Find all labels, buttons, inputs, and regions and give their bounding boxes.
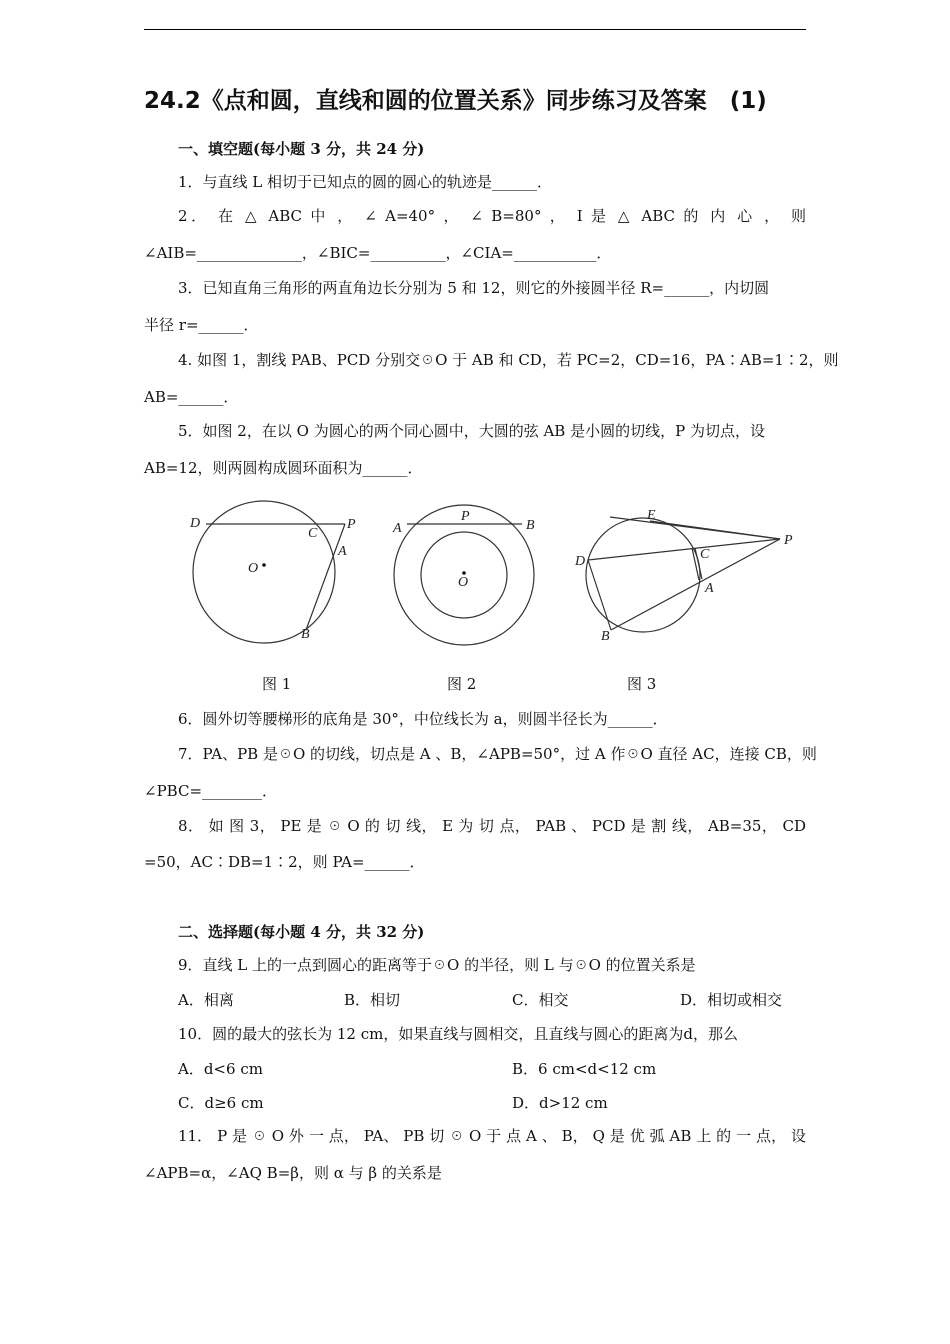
question-6: 6．圆外切等腰梯形的底角是 30°，中位线长为 a，则圆半径长为______． <box>178 710 668 728</box>
fig2-label-o: O <box>458 575 469 590</box>
question-3-line-1: 3．已知直角三角形的两直角边长分别为 5 和 12，则它的外接圆半径 R=______，内切圆 <box>178 279 770 297</box>
figure-3-diagram <box>586 517 780 632</box>
section-heading-fill-in: 一、填空题(每小题 3 分，共 24 分) <box>178 140 425 158</box>
question-2-line-2: ∠AIB=______________，∠BIC=__________，∠CIA=___________． <box>144 244 612 262</box>
q9-option-c: C．相交 <box>512 991 569 1009</box>
fig2-label-p: P <box>461 509 470 524</box>
question-4-line-1: 4. 如图 1，割线 PAB、PCD 分别交☉O 于 AB 和 CD，若 PC=2，CD=16，PA∶AB=1∶2，则 <box>178 351 839 369</box>
fig3-label-b: B <box>601 629 610 644</box>
figure-3-caption: 图 3 <box>627 675 657 693</box>
header-rule <box>144 29 806 30</box>
fig3-label-e: E <box>647 508 656 523</box>
q10-option-b: B．6 cm<d<12 cm <box>512 1060 657 1078</box>
question-3-line-2: 半径 r=______． <box>144 316 259 334</box>
q9-option-a: A．相离 <box>178 991 234 1009</box>
page-title: 24.2《点和圆，直线和圆的位置关系》同步练习及答案 (1) <box>144 88 767 114</box>
fig3-label-d: D <box>575 554 586 569</box>
fig1-label-c: C <box>308 526 318 541</box>
fig1-label-o: O <box>248 561 259 576</box>
question-7-line-2: ∠PBC=________． <box>144 782 278 800</box>
fig3-label-c: C <box>700 547 710 562</box>
question-11-line-1: 11． P 是 ☉ O 外 一 点， PA、 PB 切 ☉ O 于 点 A 、 B， Q 是 优 弧 AB 上 的 一 点， 设 <box>178 1127 806 1145</box>
figure-2-caption: 图 2 <box>447 675 477 693</box>
fig3-label-a: A <box>705 581 714 596</box>
fig1-label-b: B <box>301 627 310 642</box>
question-1: 1．与直线 L 相切于已知点的圆的圆心的轨迹是______． <box>178 173 553 191</box>
section-heading-choice: 二、选择题(每小题 4 分，共 32 分) <box>178 923 425 941</box>
q9-option-d: D．相切或相交 <box>680 991 783 1009</box>
question-2-line-1: 2． 在 △ ABC 中 ， ∠ A=40° ， ∠ B=80° ， I 是 △ ABC 的 内 心 ， 则 <box>178 207 806 225</box>
question-4-line-2: AB=______． <box>144 388 239 406</box>
question-9: 9．直线 L 上的一点到圆心的距离等于☉O 的半径，则 L 与☉O 的位置关系是 <box>178 956 696 974</box>
fig1-label-d: D <box>190 516 201 531</box>
question-10: 10．圆的最大的弦长为 12 cm，如果直线与圆相交，且直线与圆心的距离为d，那么 <box>178 1025 738 1043</box>
fig3-label-p: P <box>784 533 793 548</box>
question-5-line-1: 5．如图 2，在以 O 为圆心的两个同心圆中，大圆的弦 AB 是小圆的切线，P 为切点，设 <box>178 422 765 440</box>
fig1-label-p: P <box>347 517 356 532</box>
q10-option-a: A．d<6 cm <box>178 1060 263 1078</box>
question-5-line-2: AB=12，则两圆构成圆环面积为______． <box>144 459 423 477</box>
fig1-label-a: A <box>338 544 347 559</box>
fig2-label-b: B <box>526 518 535 533</box>
figure-1-caption: 图 1 <box>262 675 292 693</box>
question-7-line-1: 7．PA、PB 是☉O 的切线，切点是 A 、B，∠APB=50°，过 A 作☉O 直径 AC，连接 CB，则 <box>178 745 817 763</box>
q10-option-d: D．d>12 cm <box>512 1094 608 1112</box>
q10-option-c: C．d≥6 cm <box>178 1094 264 1112</box>
question-8-line-2: =50，AC∶DB=1∶2，则 PA=______． <box>144 853 425 871</box>
question-11-line-2: ∠APB=α，∠AQ B=β，则 α 与 β 的关系是 <box>144 1164 442 1182</box>
figure-1-diagram <box>193 501 345 643</box>
fig2-label-a: A <box>393 521 402 536</box>
q9-option-b: B．相切 <box>344 991 401 1009</box>
question-8-line-1: 8． 如 图 3， PE 是 ☉ O 的 切 线， E 为 切 点， PAB 、 PCD 是 割 线， AB=35， CD <box>178 817 806 835</box>
figures-panel <box>180 500 800 660</box>
